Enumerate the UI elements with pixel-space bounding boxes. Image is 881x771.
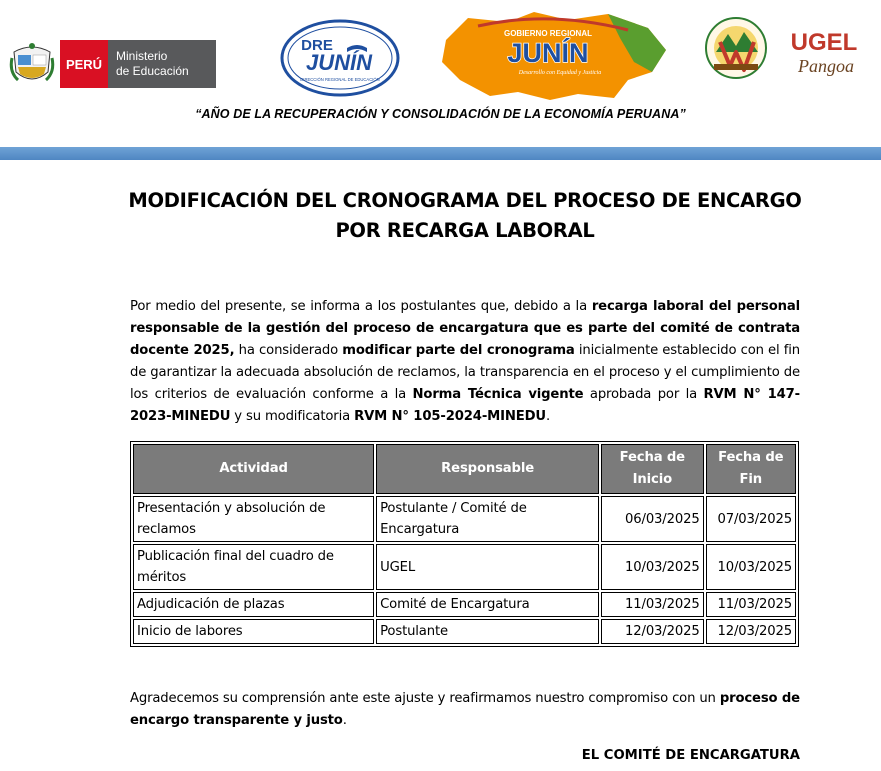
ugel-subtitle: Pangoa (798, 56, 854, 76)
ministry-line-2: de Educación (116, 64, 189, 78)
seal-icon (706, 18, 766, 78)
title-line-1: MODIFICACIÓN DEL CRONOGRAMA DEL PROCESO DE ENCARGO (128, 189, 802, 212)
responsible-cell: Postulante (376, 619, 599, 644)
ministry-line-1: Ministerio (116, 49, 168, 63)
intro-bold-3: Norma Técnica vigente (412, 387, 584, 402)
ugel-pangoa-logo (700, 12, 878, 82)
end-date-cell: 07/03/2025 (706, 496, 796, 542)
responsible-cell: Comité de Encargatura (376, 592, 599, 617)
intro-bold-1: recarga laboral del personal responsable de la gestión del proceso de encargatura que es parte del comité de contrata docente 2025, (130, 299, 800, 358)
dre-prefix: DRE (301, 37, 333, 54)
end-date-cell: 11/03/2025 (706, 592, 796, 617)
dre-junin-logo (279, 18, 401, 98)
dre-title: JUNÍN (305, 50, 373, 75)
gobierno-regional-junin-logo (438, 10, 670, 102)
year-motto: “AÑO DE LA RECUPERACIÓN Y CONSOLIDACIÓN DE LA ECONOMÍA PERUANA” (195, 107, 686, 121)
start-date-cell: 06/03/2025 (601, 496, 703, 542)
closing-paragraph (130, 688, 800, 732)
gore-top-text: GOBIERNO REGIONAL (503, 29, 593, 38)
closing-text-2: . (342, 713, 347, 728)
header-activity: Actividad (133, 444, 374, 494)
intro-text-6: . (545, 409, 551, 424)
start-date-cell: 11/03/2025 (601, 592, 703, 617)
table-row (133, 496, 796, 542)
intro-bold-5: RVM N° 105-2024-MINEDU (354, 409, 546, 424)
header-end-date: Fecha de Fin (706, 444, 796, 494)
table-row (133, 592, 796, 617)
intro-bold-2: modificar parte del cronograma (342, 343, 575, 358)
signature: EL COMITÉ DE ENCARGATURA (581, 748, 800, 763)
gore-slogan: Desarrollo con Equidad y Justicia (518, 70, 602, 76)
header-divider-bar (0, 147, 881, 160)
table-row (133, 619, 796, 644)
start-date-cell: 12/03/2025 (601, 619, 703, 644)
intro-bold-4: RVM N° 147-2023-MINEDU (130, 387, 800, 424)
closing-text-1: Agradecemos su comprensión ante este ajuste y reafirmamos nuestro compromiso con un (130, 691, 720, 706)
closing-bold-1: proceso de encargo transparente y justo (130, 691, 800, 728)
ugel-title: UGEL (790, 29, 858, 56)
activity-cell: Adjudicación de plazas (133, 592, 374, 617)
responsible-cell: Postulante / Comité de Encargatura (376, 496, 599, 542)
document-title (80, 186, 850, 246)
responsible-cell: UGEL (376, 544, 599, 590)
dre-subtitle: DIRECCIÓN REGIONAL DE EDUCACIÓN (300, 77, 380, 82)
intro-text-3: inicialmente establecido con el fin de garantizar la adecuada absolución de reclamos, la transparencia en el proceso y el cumplimiento de los criterios de evaluación conforme a la (130, 343, 800, 402)
end-date-cell: 12/03/2025 (706, 619, 796, 644)
coat-of-arms-icon (11, 43, 53, 80)
ministry-of-education-logo (8, 38, 216, 90)
title-line-2: POR RECARGA LABORAL (335, 219, 595, 242)
activity-cell: Inicio de labores (133, 619, 374, 644)
header-responsible: Responsable (376, 444, 599, 494)
intro-paragraph (130, 296, 800, 428)
intro-text-4: aprobada por la (583, 387, 704, 402)
schedule-table (130, 441, 799, 647)
intro-text-5: y su modificatoria (230, 409, 355, 424)
activity-cell: Publicación final del cuadro de méritos (133, 544, 374, 590)
table-header-row (133, 444, 796, 494)
end-date-cell: 10/03/2025 (706, 544, 796, 590)
activity-cell: Presentación y absolución de reclamos (133, 496, 374, 542)
table-row (133, 544, 796, 590)
gore-title: JUNÍN (507, 38, 589, 68)
intro-text-1: Por medio del presente, se informa a los postulantes que, debido a la (130, 299, 592, 314)
header-start-date: Fecha de Inicio (601, 444, 703, 494)
start-date-cell: 10/03/2025 (601, 544, 703, 590)
intro-text-2: ha considerado (234, 343, 343, 358)
letterhead (0, 0, 881, 150)
peru-wordmark: PERÚ (65, 57, 103, 72)
